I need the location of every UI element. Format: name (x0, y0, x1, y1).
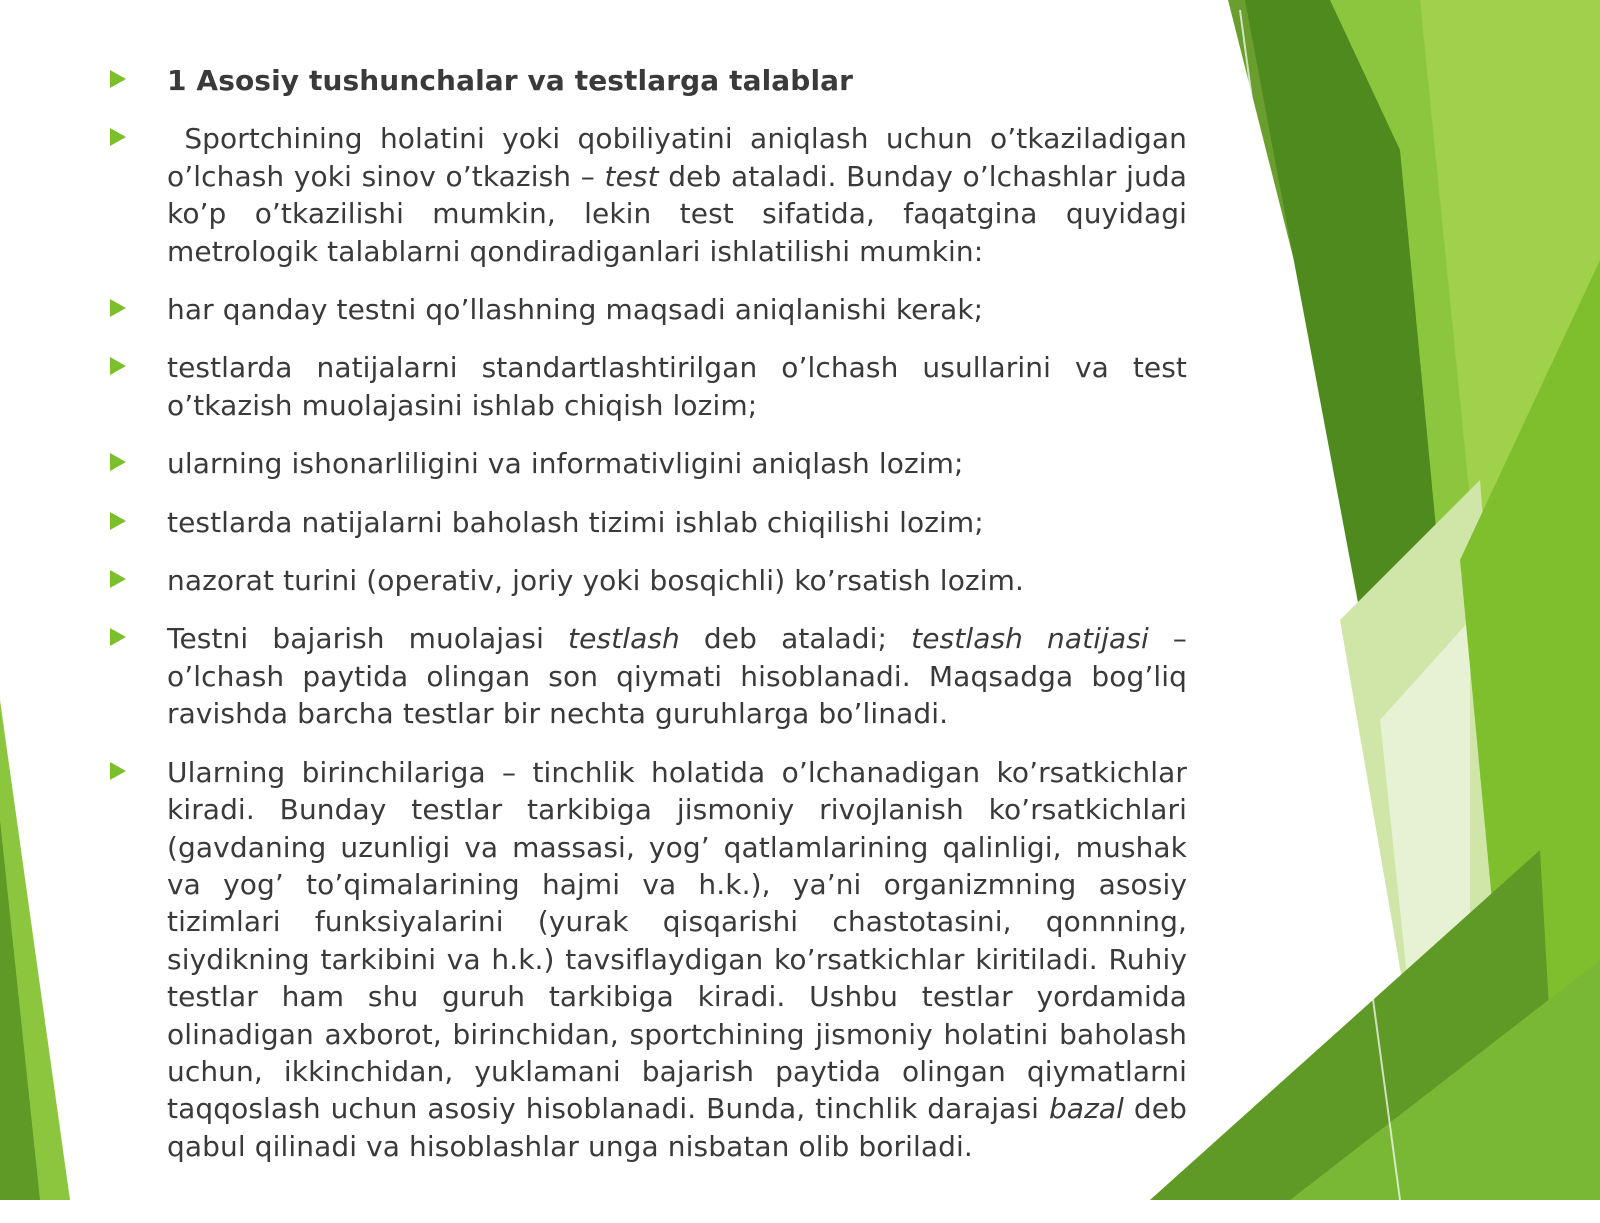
groups-text-b: deb qabul qilinadi va hisoblashlar unga nisbatan olib boriladi. (167, 1092, 1187, 1163)
green-arrow-icon (110, 357, 126, 375)
testing-text-a: Testni bajarish muolajasi (167, 622, 569, 656)
green-arrow-icon (110, 128, 126, 146)
groups-text-a: Ularning birinchilariga – tinchlik holatida o’lchanadigan ko’rsatkichlar kiradi. Bunday testlar tarkibiga jismoniy rivojlanish ko’rsatkichlari (gavdaning uzunligi va massasi, yog’ qatlamlarining qalinligi, mushak va yog’ to’qimalarining hajmi va h.k.), ya’ni organizmning asosiy tizimlari funksiyalarini (yurak qisqarishi chastotasini, qonnning, siydikning tarkibini va h.k.) tavsiflaydigan ko’rsatkichlar kiritiladi. Ruhiy testlar ham shu guruh tarkibiga kiradi. Ushbu testlar yordamida olinadigan axborot, birinchidan, sportchining jismoniy holatini baholash uchun, ikkinchidan, yuklamani bajarish paytida olingan qiymatlarni taqqoslash uchun asosiy hisoblanadi. Bunda, tinchlik darajasi (167, 755, 1187, 1126)
testing-paragraph (167, 620, 1187, 732)
list-item-testing (110, 620, 1187, 732)
slide-content (110, 62, 1187, 1223)
intro-text-b: deb ataladi. Bunday o’lchashlar juda ko’p o’tkazilishi mumkin, lekin test sifatida, faqatgina quyidagi metrologik talablarni qondiradiganlari ishlatilishi mumkin: (167, 159, 1187, 268)
testing-term-testlash: testlash (568, 622, 680, 656)
list-item-title (110, 62, 1187, 99)
intro-term-test: test (604, 159, 659, 193)
green-arrow-icon (110, 299, 126, 317)
green-arrow-icon (110, 570, 126, 588)
requirement-3: ularning ishonarliligini va informativligini aniqlash lozim; (167, 447, 964, 481)
green-arrow-icon (110, 70, 126, 88)
testing-text-c: – o’lchash paytida olingan son qiymati hisoblanadi. Maqsadga bog’liq ravishda barcha testlar bir nechta guruhlarga bo’linadi. (167, 622, 1187, 731)
list-item-intro (110, 120, 1187, 270)
list-item-req2 (110, 349, 1187, 424)
green-arrow-icon (110, 628, 126, 646)
green-arrow-icon (110, 762, 126, 780)
testing-term-natijasi: testlash natijasi (911, 622, 1149, 656)
list-item-req3 (110, 445, 1187, 482)
requirement-1: har qanday testni qo’llashning maqsadi aniqlanishi kerak; (167, 293, 984, 327)
list-item-req5 (110, 562, 1187, 599)
requirement-2: testlarda natijalarni standartlashtirilgan o’lchash usullarini va test o’tkazish muolajasini ishlab chiqish lozim; (167, 351, 1187, 422)
green-arrow-icon (110, 453, 126, 471)
groups-term-bazal: bazal (1048, 1092, 1125, 1126)
list-item-groups (110, 754, 1187, 1202)
requirement-5: nazorat turini (operativ, joriy yoki bosqichli) ko’rsatish lozim. (167, 564, 1024, 598)
list-item-req1 (110, 291, 1187, 328)
slide-title: 1 Asosiy tushunchalar va testlarga talablar (167, 64, 854, 97)
groups-paragraph (167, 754, 1187, 1202)
list-item-req4 (110, 504, 1187, 541)
testing-text-b: deb ataladi; (679, 622, 912, 656)
intro-text-a: Sportchining holatini yoki qobiliyatini aniqlash uchun o’tkaziladigan o’lchash yoki sinov o’tkazish – (167, 122, 1187, 193)
requirement-4: testlarda natijalarni baholash tizimi ishlab chiqilishi lozim; (167, 505, 984, 539)
intro-paragraph (167, 120, 1187, 270)
green-arrow-icon (110, 512, 126, 530)
